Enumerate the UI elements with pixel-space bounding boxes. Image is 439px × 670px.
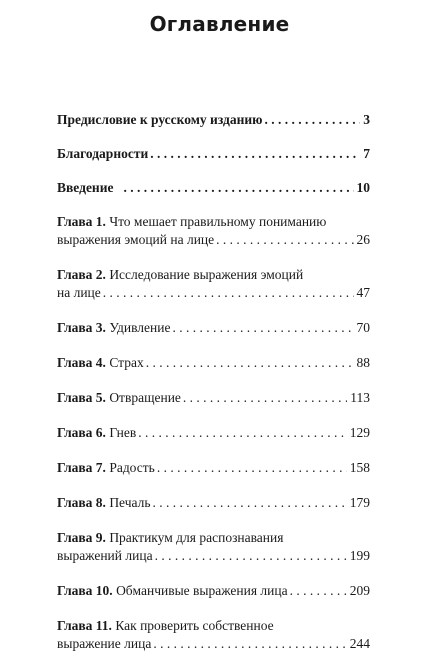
- toc-entry-chapter-3[interactable]: [57, 319, 370, 337]
- toc-entry-chapter-4[interactable]: [57, 354, 370, 372]
- chapter-number: Глава 1.: [57, 214, 106, 229]
- page-number: 10: [356, 180, 370, 195]
- toc-entry-label: Исследование выражения эмоций: [109, 267, 304, 282]
- chapter-number: Глава 3.: [57, 320, 106, 335]
- toc-entry-label: Обманчивые выражения лица: [116, 583, 288, 598]
- toc-entry-label: Введение: [57, 180, 114, 195]
- page-number: 209: [349, 583, 370, 598]
- dot-leader: [153, 494, 347, 512]
- toc-entry-preface[interactable]: [57, 111, 370, 129]
- toc-entry-chapter-5[interactable]: [57, 389, 370, 407]
- table-of-contents: [57, 111, 370, 670]
- toc-entry-chapter-6[interactable]: [57, 424, 370, 442]
- page-title: Оглавление: [149, 12, 290, 36]
- chapter-number: Глава 10.: [57, 583, 113, 598]
- dot-leader: [172, 319, 353, 337]
- toc-entry-chapter-9[interactable]: [57, 529, 370, 565]
- toc-entry-label: Что мешает правильному пониманию: [109, 214, 327, 229]
- page-number: 47: [356, 285, 370, 300]
- page-number: 7: [363, 146, 370, 161]
- dot-leader: [264, 111, 360, 129]
- chapter-number: Глава 9.: [57, 530, 106, 545]
- toc-entry-chapter-1[interactable]: [57, 213, 370, 249]
- page-number: 129: [349, 425, 370, 440]
- dot-leader: [153, 635, 346, 653]
- page-number: 88: [356, 355, 370, 370]
- dot-leader: [183, 389, 347, 407]
- toc-entry-label-continued: выражение лица: [57, 636, 152, 651]
- toc-entry-label-continued: выражений лица: [57, 548, 153, 563]
- toc-entry-introduction[interactable]: [57, 179, 370, 197]
- chapter-number: Глава 5.: [57, 390, 106, 405]
- dot-leader: [138, 424, 347, 442]
- toc-entry-chapter-7[interactable]: [57, 459, 370, 477]
- dot-leader: [216, 231, 353, 249]
- page-number: 3: [363, 112, 370, 127]
- toc-entry-chapter-11[interactable]: [57, 617, 370, 653]
- toc-entry-label-continued: выражения эмоций на лице: [57, 232, 215, 247]
- page-number: 199: [349, 548, 370, 563]
- toc-entry-label: Как проверить собственное: [115, 618, 274, 633]
- toc-entry-chapter-2[interactable]: [57, 266, 370, 302]
- dot-leader: [290, 582, 347, 600]
- toc-entry-label-continued: на лице: [57, 285, 101, 300]
- chapter-number: Глава 2.: [57, 267, 106, 282]
- chapter-number: Глава 7.: [57, 460, 106, 475]
- toc-entry-chapter-8[interactable]: [57, 494, 370, 512]
- dot-leader: [146, 354, 354, 372]
- page-number: 113: [350, 390, 370, 405]
- toc-entry-label: Удивление: [109, 320, 171, 335]
- toc-entry-label: Радость: [109, 460, 155, 475]
- dot-leader: [157, 459, 347, 477]
- page-number: 179: [349, 495, 370, 510]
- toc-entry-label: Печаль: [109, 495, 151, 510]
- toc-entry-chapter-10[interactable]: [57, 582, 370, 600]
- toc-entry-acknowledgements[interactable]: [57, 145, 370, 163]
- chapter-number: Глава 6.: [57, 425, 106, 440]
- chapter-number: Глава 11.: [57, 618, 112, 633]
- chapter-number: Глава 8.: [57, 495, 106, 510]
- toc-entry-label: Благодарности: [57, 146, 149, 161]
- page-number: 158: [349, 460, 370, 475]
- page-number: 26: [356, 232, 370, 247]
- toc-entry-label: Предисловие к русскому изданию: [57, 112, 263, 127]
- page-number: 70: [356, 320, 370, 335]
- toc-entry-label: Практикум для распознавания: [109, 530, 284, 545]
- dot-leader: [103, 284, 354, 302]
- toc-entry-label: Страх: [109, 355, 144, 370]
- dot-leader: [150, 145, 360, 163]
- page-number: 244: [349, 636, 370, 651]
- toc-entry-label: Отвращение: [109, 390, 181, 405]
- dot-leader: [123, 179, 353, 197]
- toc-entry-label: Гнев: [109, 425, 137, 440]
- dot-leader: [155, 547, 347, 565]
- chapter-number: Глава 4.: [57, 355, 106, 370]
